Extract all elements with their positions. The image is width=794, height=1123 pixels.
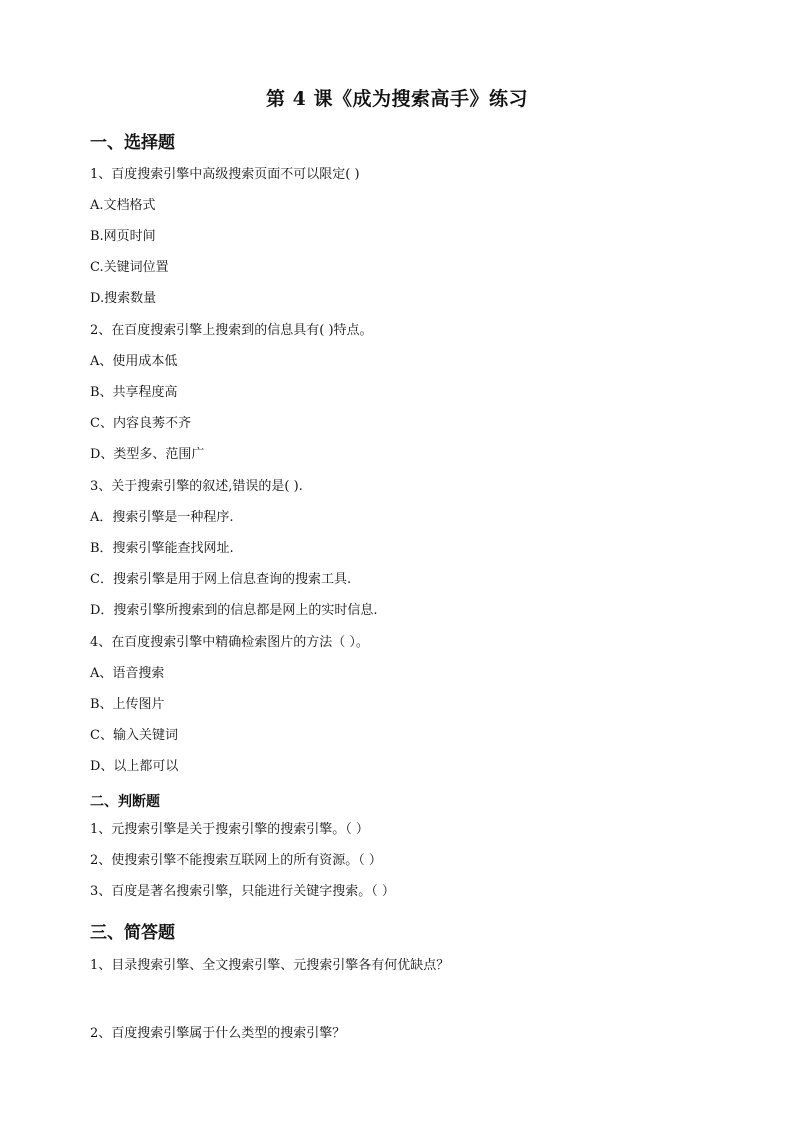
question-4: 4、在百度搜索引擎中精确检索图片的方法（ ）。	[90, 635, 369, 650]
question-2-option-a: A、使用成本低	[90, 354, 178, 369]
question-1-option-d: D.搜索数量	[90, 291, 157, 306]
true-false-item-1: 1、元搜索引擎是关于搜索引擎的搜索引擎。（ ）	[90, 822, 369, 837]
document-title: 第 4 课《成为搜索高手》练习	[266, 88, 528, 110]
question-1-option-c: C.关键词位置	[90, 260, 169, 275]
question-3: 3、关于搜索引擎的叙述,错误的是( ).	[90, 479, 303, 494]
question-4-option-b: B、上传图片	[90, 697, 165, 712]
question-3-option-b: B．搜索引擎能查找网址.	[90, 541, 234, 556]
question-2: 2、在百度搜索引擎上搜索到的信息具有( )特点。	[90, 323, 373, 338]
question-2-option-d: D、类型多、范围广	[90, 447, 205, 462]
section-heading-short-answer: 三、简答题	[90, 923, 175, 943]
true-false-item-2: 2、使搜索引擎不能搜索互联网上的所有资源。（ ）	[90, 853, 382, 868]
question-3-option-a: A．搜索引擎是一种程序.	[90, 510, 234, 525]
question-4-option-c: C、输入关键词	[90, 728, 178, 743]
section-heading-choice: 一、选择题	[90, 133, 175, 153]
question-3-option-c: C．搜索引擎是用于网上信息查询的搜索工具.	[90, 572, 352, 587]
question-4-option-a: A、语音搜索	[90, 666, 165, 681]
question-2-option-c: C、内容良莠不齐	[90, 416, 191, 431]
section-heading-true-false: 二、判断题	[90, 794, 160, 810]
question-4-option-d: D、以上都可以	[90, 759, 179, 774]
question-1-option-a: A.文档格式	[90, 198, 156, 213]
short-answer-item-2: 2、百度搜索引擎属于什么类型的搜索引擎？	[90, 1026, 346, 1041]
question-1-option-b: B.网页时间	[90, 229, 156, 244]
question-3-option-d: D．搜索引擎所搜索到的信息都是网上的实时信息.	[90, 603, 378, 618]
short-answer-item-1: 1、目录搜索引擎、全文搜索引擎、元搜索引擎各有何优缺点？	[90, 958, 450, 973]
true-false-item-3: 3、百度是著名搜索引擎，只能进行关键字搜索。（ ）	[90, 884, 395, 899]
question-1: 1、百度搜索引擎中高级搜索页面不可以限定( )	[90, 167, 360, 182]
question-2-option-b: B、共享程度高	[90, 385, 178, 400]
